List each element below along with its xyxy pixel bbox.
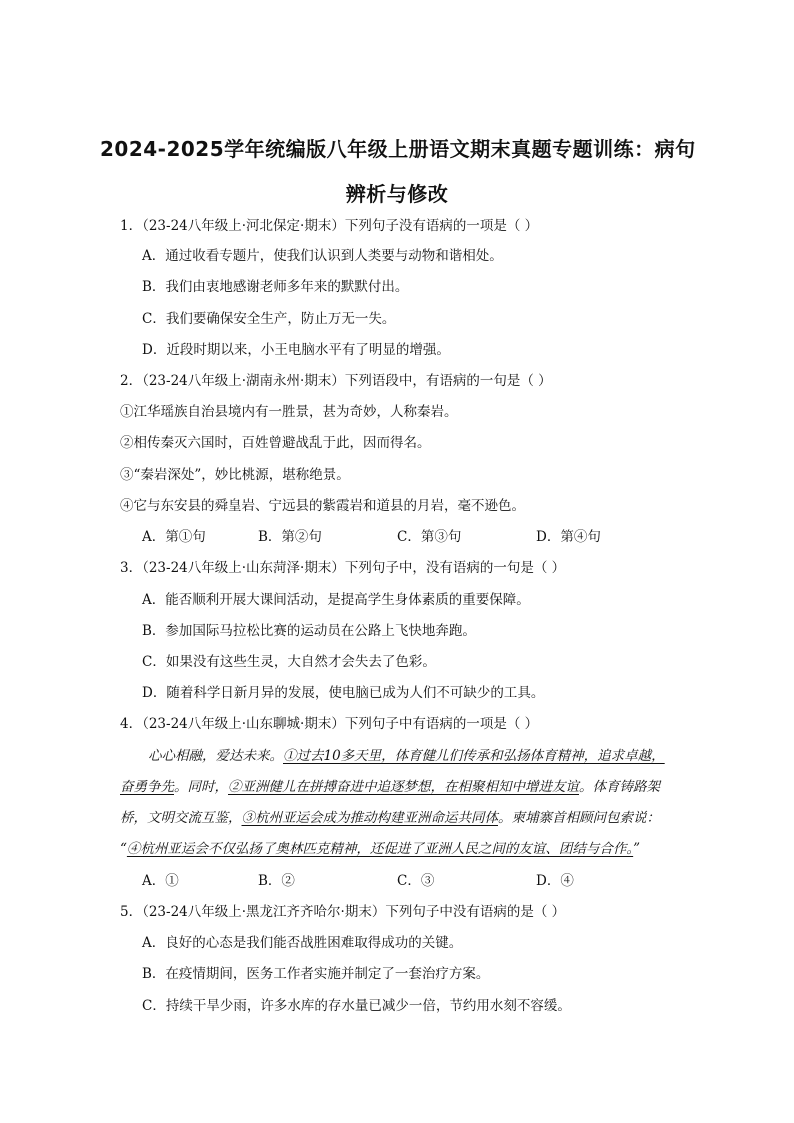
passage-line-1 <box>148 747 665 765</box>
question-4-option-d: D．④ <box>536 873 574 889</box>
question-1-option-a: A．通过收看专题片，使我们认识到人类要与动物和谐相处。 <box>142 248 503 264</box>
passage-text: 心心相融，爱达未来。 <box>148 748 283 764</box>
passage-underlined-sentence-1-end: 奋勇争先 <box>120 779 174 795</box>
passage-underlined-sentence-1: ①过去10多天里，体育健儿们传承和弘扬体育精神，追求卓越， <box>283 748 665 764</box>
question-2-sentence-3: ③“秦岩深处”，妙比桃源，堪称绝景。 <box>120 467 350 483</box>
question-1-option-d: D．近段时期以来，小王电脑水平有了明显的增强。 <box>142 342 450 358</box>
passage-text: 。柬埔寨首相顾问包索说： <box>498 810 660 826</box>
question-5-option-b: B．在疫情期间，医务工作者实施并制定了一套治疗方案。 <box>142 966 490 982</box>
question-4-option-b: B．② <box>258 873 295 889</box>
question-3-option-d: D．随着科学日新月异的发展，使电脑已成为人们不可缺少的工具。 <box>142 685 545 701</box>
question-3-stem: 3．（23-24八年级上·山东菏泽·期末）下列句子中，没有语病的一句是（ ） <box>120 560 566 576</box>
question-2-option-b: B．第②句 <box>258 529 322 545</box>
passage-line-4 <box>120 840 640 858</box>
question-4-option-c: C．③ <box>397 873 435 889</box>
passage-text: 。同时， <box>174 779 228 795</box>
question-1-stem: 1．（23-24八年级上·河北保定·期末）下列句子没有语病的一项是（ ） <box>120 218 539 234</box>
question-5-option-c: C．持续干旱少雨，许多水库的存水量已减少一倍，节约用水刻不容缓。 <box>142 998 571 1014</box>
question-2-sentence-4: ④它与东安县的舜皇岩、宁远县的紫霞岩和道县的月岩，毫不逊色。 <box>120 498 525 514</box>
question-2-option-d: D．第④句 <box>536 529 601 545</box>
question-5-stem: 5．（23-24八年级上·黑龙江齐齐哈尔·期末）下列句子中没有语病的是（ ） <box>120 904 566 920</box>
passage-text: “ <box>120 841 127 857</box>
passage-underlined-sentence-4: ④杭州亚运会不仅弘扬了奥林匹克精神，还促进了亚洲人民之间的友谊、团结与合作。 <box>126 841 634 857</box>
question-1-option-c: C．我们要确保安全生产，防止万无一失。 <box>142 311 396 327</box>
passage-underlined-sentence-2: ②亚洲健儿在拼搏奋进中追逐梦想，在相聚相知中增进友谊 <box>228 779 579 795</box>
passage-text: ” <box>633 841 641 857</box>
passage-text: 桥，文明交流互鉴， <box>120 810 242 826</box>
page-title-line-1: 2024-2025学年统编版八年级上册语文期末真题专题训练：病句 <box>100 137 696 161</box>
question-4-option-a: A．① <box>142 873 179 889</box>
question-3-option-b: B．参加国际马拉松比赛的运动员在公路上飞快地奔跑。 <box>142 623 476 639</box>
question-4-stem: 4．（23-24八年级上·山东聊城·期末）下列句子中有语病的一项是（ ） <box>120 716 539 732</box>
passage-text: 。体育铸路架 <box>579 779 660 795</box>
question-2-sentence-1: ①江华瑶族自治县境内有一胜景，甚为奇妙，人称秦岩。 <box>120 404 458 420</box>
passage-line-3 <box>120 809 660 827</box>
question-2-option-c: C．第③句 <box>397 529 462 545</box>
question-2-option-a: A．第①句 <box>142 529 206 545</box>
page-title-line-2: 辨析与修改 <box>345 182 449 206</box>
question-2-stem: 2．（23-24八年级上·湖南永州·期末）下列语段中，有语病的一句是（ ） <box>120 373 552 389</box>
question-2-sentence-2: ②相传秦灭六国时，百姓曾避战乱于此，因而得名。 <box>120 435 431 451</box>
passage-line-2 <box>120 778 660 796</box>
question-5-option-a: A．良好的心态是我们能否战胜困难取得成功的关键。 <box>142 935 463 951</box>
question-3-option-a: A．能否顺利开展大课间活动，是提高学生身体素质的重要保障。 <box>142 592 530 608</box>
question-3-option-c: C．如果没有这些生灵，大自然才会失去了色彩。 <box>142 654 436 670</box>
question-1-option-b: B．我们由衷地感谢老师多年来的默默付出。 <box>142 279 409 295</box>
passage-underlined-sentence-3: ③杭州亚运会成为推动构建亚洲命运共同体 <box>241 810 498 826</box>
